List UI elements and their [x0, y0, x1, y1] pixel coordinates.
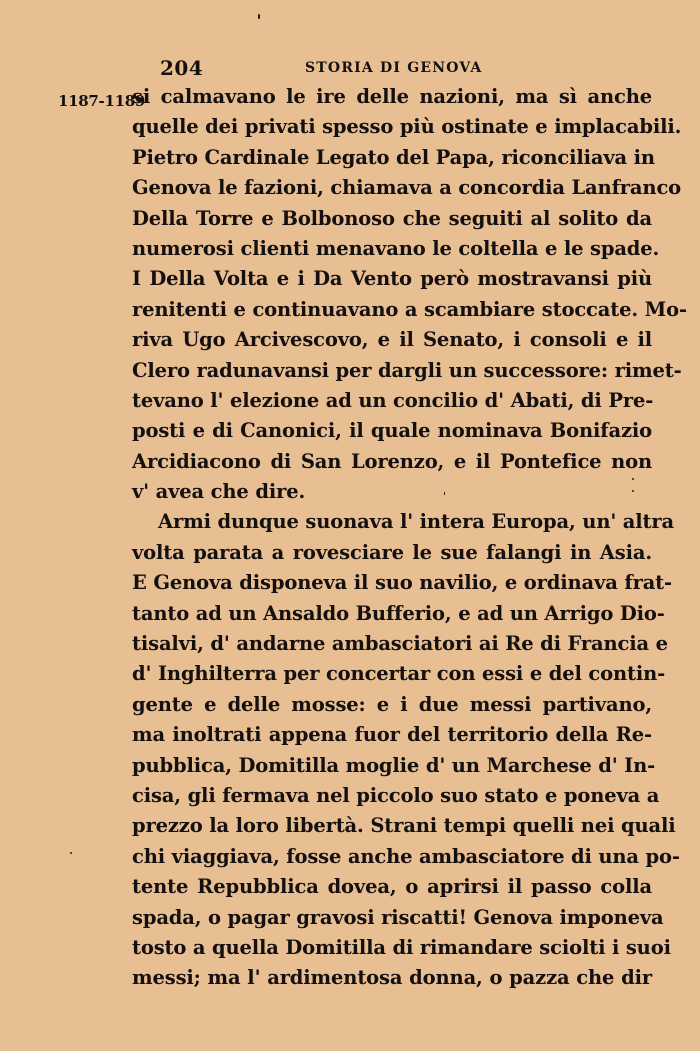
text-line: tevano l' elezione ad un concilio d' Abati, di Pre- — [132, 388, 654, 412]
body-text — [132, 82, 687, 994]
text-line: Clero radunavansi per dargli un successore: rimet- — [132, 358, 682, 382]
text-line: Armi dunque suonava l' intera Europa, un' altra — [158, 510, 675, 534]
text-line: tosto a quella Domitilla di rimandare sciolti i suoi — [132, 935, 671, 959]
text-line: riva Ugo Arcivescovo, e il Senato, i consoli e il — [132, 328, 652, 352]
text-line: prezzo la loro libertà. Strani tempi quelli nei quali — [132, 814, 676, 838]
text-line: numerosi clienti menavano le coltella e le spade. — [132, 236, 660, 260]
print-speck — [70, 852, 72, 854]
text-line: ma inoltrati appena fuor del territorio della Re- — [132, 723, 652, 747]
text-line: d' Inghilterra per concertar con essi e del contin- — [132, 662, 666, 686]
text-line: chi viaggiava, fosse anche ambasciatore di una po- — [132, 844, 680, 868]
text-line: Genova le fazioni, chiamava a concordia Lanfranco — [132, 176, 682, 200]
text-line: quelle dei privati spesso più ostinate e implacabili. — [132, 115, 682, 139]
text-line: si calmavano le ire delle nazioni, ma sì anche — [132, 85, 652, 108]
print-speck — [632, 478, 634, 480]
print-speck — [632, 490, 634, 492]
text-line: I Della Volta e i Da Vento però mostravansi più — [132, 267, 652, 291]
page-number: 204 — [160, 56, 204, 80]
text-line: pubblica, Domitilla moglie d' un Marchese d' In- — [132, 753, 656, 777]
text-line: tisalvi, d' andarne ambasciatori ai Re di Francia e — [132, 632, 668, 656]
text-line: v' avea che dire. — [132, 480, 306, 504]
text-line: Arcidiacono di San Lorenzo, e il Pontefice non — [132, 449, 652, 473]
text-line: tente Repubblica dovea, o aprirsi il passo colla — [132, 875, 652, 899]
text-line: cisa, gli fermava nel piccolo suo stato e poneva a — [132, 783, 660, 807]
text-line: tanto ad un Ansaldo Bufferio, e ad un Arrigo Dio- — [132, 601, 665, 625]
margin-date-note: 1187-1189 — [58, 92, 146, 110]
text-line: Pietro Cardinale Legato del Papa, riconciliava in — [132, 145, 655, 169]
print-speck — [258, 14, 260, 19]
text-line: posti e di Canonici, il quale nominava Bonifazio — [132, 419, 652, 443]
text-line: renitenti e continuavano a scambiare stoccate. Mo- — [132, 297, 687, 321]
print-speck — [444, 492, 445, 495]
page-header — [0, 52, 700, 82]
text-line: messi; ma l' ardimentosa donna, o pazza che dir — [132, 966, 652, 990]
text-line: gente e delle mosse: e i due messi partivano, — [132, 692, 652, 716]
text-line: volta parata a rovesciare le sue falangi in Asia. — [132, 540, 652, 564]
text-line: E Genova disponeva il suo navilio, e ordinava frat- — [132, 571, 672, 595]
text-line: Della Torre e Bolbonoso che seguiti al solito da — [132, 206, 652, 230]
paragraph-1 — [132, 82, 687, 507]
running-title: STORIA DI GENOVA — [305, 60, 483, 76]
paragraph-2 — [132, 507, 680, 993]
text-line: spada, o pagar gravosi riscatti! Genova imponeva — [132, 905, 664, 929]
